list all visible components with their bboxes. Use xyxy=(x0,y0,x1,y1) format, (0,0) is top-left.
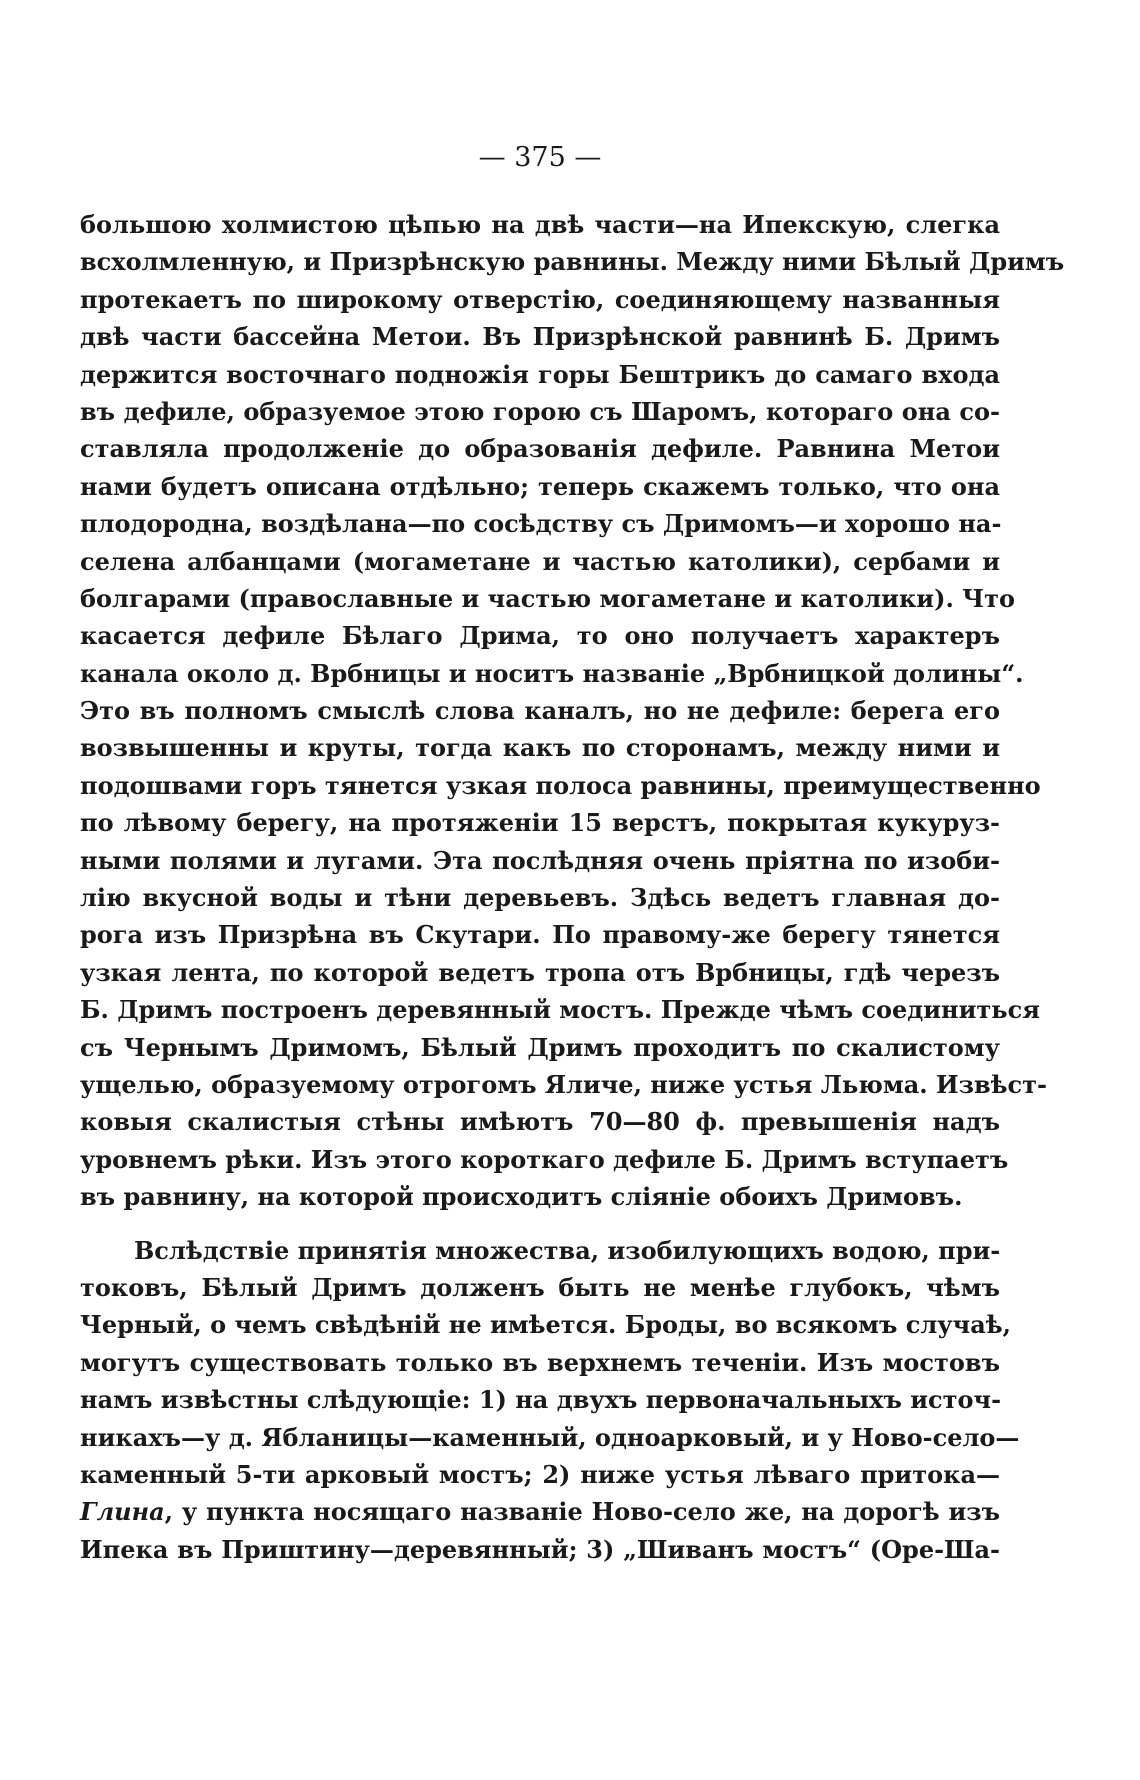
text-line: ставляла продолженіе до образованія дефиле. Равнина Метои xyxy=(80,434,1000,464)
text-line: держится восточнаго подножія горы Бештрикъ до самаго входа xyxy=(80,359,1000,389)
text-line: касается дефиле Бѣлаго Дрима, то оно получаетъ характеръ xyxy=(80,621,1000,651)
page-number: — 375 — xyxy=(478,142,602,173)
text-line: большою холмистою цѣпью на двѣ части—на Ипекскую, слегка xyxy=(80,210,1000,239)
text-line: ковыя скалистыя стѣны имѣютъ 70—80 ф. превышенія надъ xyxy=(80,1107,1000,1137)
text-line: лію вкусной воды и тѣни деревьевъ. Здѣсь ведетъ главная до- xyxy=(80,883,1000,913)
text-line: ными полями и лугами. Эта послѣдняя очень пріятна по изоби- xyxy=(80,845,1000,875)
text-line: съ Чернымъ Дримомъ, Бѣлый Дримъ проходитъ по скалистому xyxy=(80,1032,1000,1062)
text-line: никахъ—у д. Ябланицы—каменный, одноарковый, и у Ново-село— xyxy=(80,1422,1020,1452)
text-line: въ дефиле, образуемое этою горою съ Шаромъ, котораго она со- xyxy=(80,396,1000,426)
text-line: селена албанцами (могаметане и частью католики), сербами и xyxy=(80,546,1000,576)
paragraph-gap xyxy=(80,1216,1000,1232)
text-line: рога изъ Призрѣна въ Скутари. По правому-же берегу тянется xyxy=(80,920,1000,950)
text-line: намъ извѣстны слѣдующіе: 1) на двухъ первоначальныхъ источ- xyxy=(80,1385,1002,1415)
text-line: Б. Дримъ построенъ деревянный мостъ. Прежде чѣмъ соединиться xyxy=(80,995,1040,1025)
text-line: могутъ существовать только въ верхнемъ теченіи. Изъ мостовъ xyxy=(80,1347,1000,1377)
text-line: въ равнину, на которой происходитъ сліяніе обоихъ Дримовъ. xyxy=(80,1182,963,1212)
text-line: Это въ полномъ смыслѣ слова каналъ, но не дефиле: берега его xyxy=(80,696,1000,726)
text-line: по лѣвому берегу, на протяженіи 15 верстъ, покрытая кукуруз- xyxy=(80,808,1000,838)
text-line: всхолмленную, и Призрѣнскую равнины. Между ними Бѣлый Дримъ xyxy=(80,247,1065,277)
text-line: ущелью, образуемому отрогомъ Яличе, ниже устья Льюма. Извѣст- xyxy=(80,1069,1047,1099)
text-line: плодородна, воздѣлана—по сосѣдству съ Дримомъ—и хорошо на- xyxy=(80,509,1002,539)
text-line: подошвами горъ тянется узкая полоса равнины, преимущественно xyxy=(80,770,1041,800)
paragraph-2 xyxy=(80,1232,1020,1494)
paragraph-1 xyxy=(80,206,1065,1216)
text-line: токовъ, Бѣлый Дримъ долженъ быть не менѣе глубокъ, чѣмъ xyxy=(80,1272,1000,1302)
italic-river-name: Глина xyxy=(80,1497,165,1527)
text-line: нами будетъ описана отдѣльно; теперь скажемъ только, что она xyxy=(80,471,1000,501)
text-line-final: Ипека въ Приштину—деревянный; 3) „Шиванъ мостъ“ (Оре-Ша- xyxy=(80,1534,1000,1564)
text-line: узкая лента, по которой ведетъ тропа отъ Врбницы, гдѣ черезъ xyxy=(80,957,1000,987)
text-line: канала около д. Врбницы и носитъ названіе „Врбницкой долины“. xyxy=(80,658,1024,688)
text-line: двѣ части бассейна Метои. Въ Призрѣнской равнинѣ Б. Дримъ xyxy=(80,322,1000,352)
text-line: болгарами (православные и частью могаметане и католики). Что xyxy=(80,583,1015,613)
text-line: возвышенны и круты, тогда какъ по сторонамъ, между ними и xyxy=(80,733,1000,763)
text-line: Вслѣдствіе принятія множества, изобилующихъ водою, при- xyxy=(134,1235,1001,1265)
text-line: уровнемъ рѣки. Изъ этого короткаго дефиле Б. Дримъ вступаетъ xyxy=(80,1144,1009,1174)
text-line: каменный 5-ти арковый мостъ; 2) ниже устья лѣваго притока— xyxy=(80,1459,1000,1489)
text-line xyxy=(80,1493,1000,1530)
body-text xyxy=(80,206,1065,1568)
text-line-rest: , у пункта носящаго названіе Ново-село же, на дорогѣ изъ xyxy=(164,1497,1000,1527)
text-line: Черный, о чемъ свѣдѣній не имѣется. Броды, во всякомъ случаѣ, xyxy=(80,1310,1012,1340)
text-line: протекаетъ по широкому отверстію, соединяющему названныя xyxy=(80,284,1000,314)
